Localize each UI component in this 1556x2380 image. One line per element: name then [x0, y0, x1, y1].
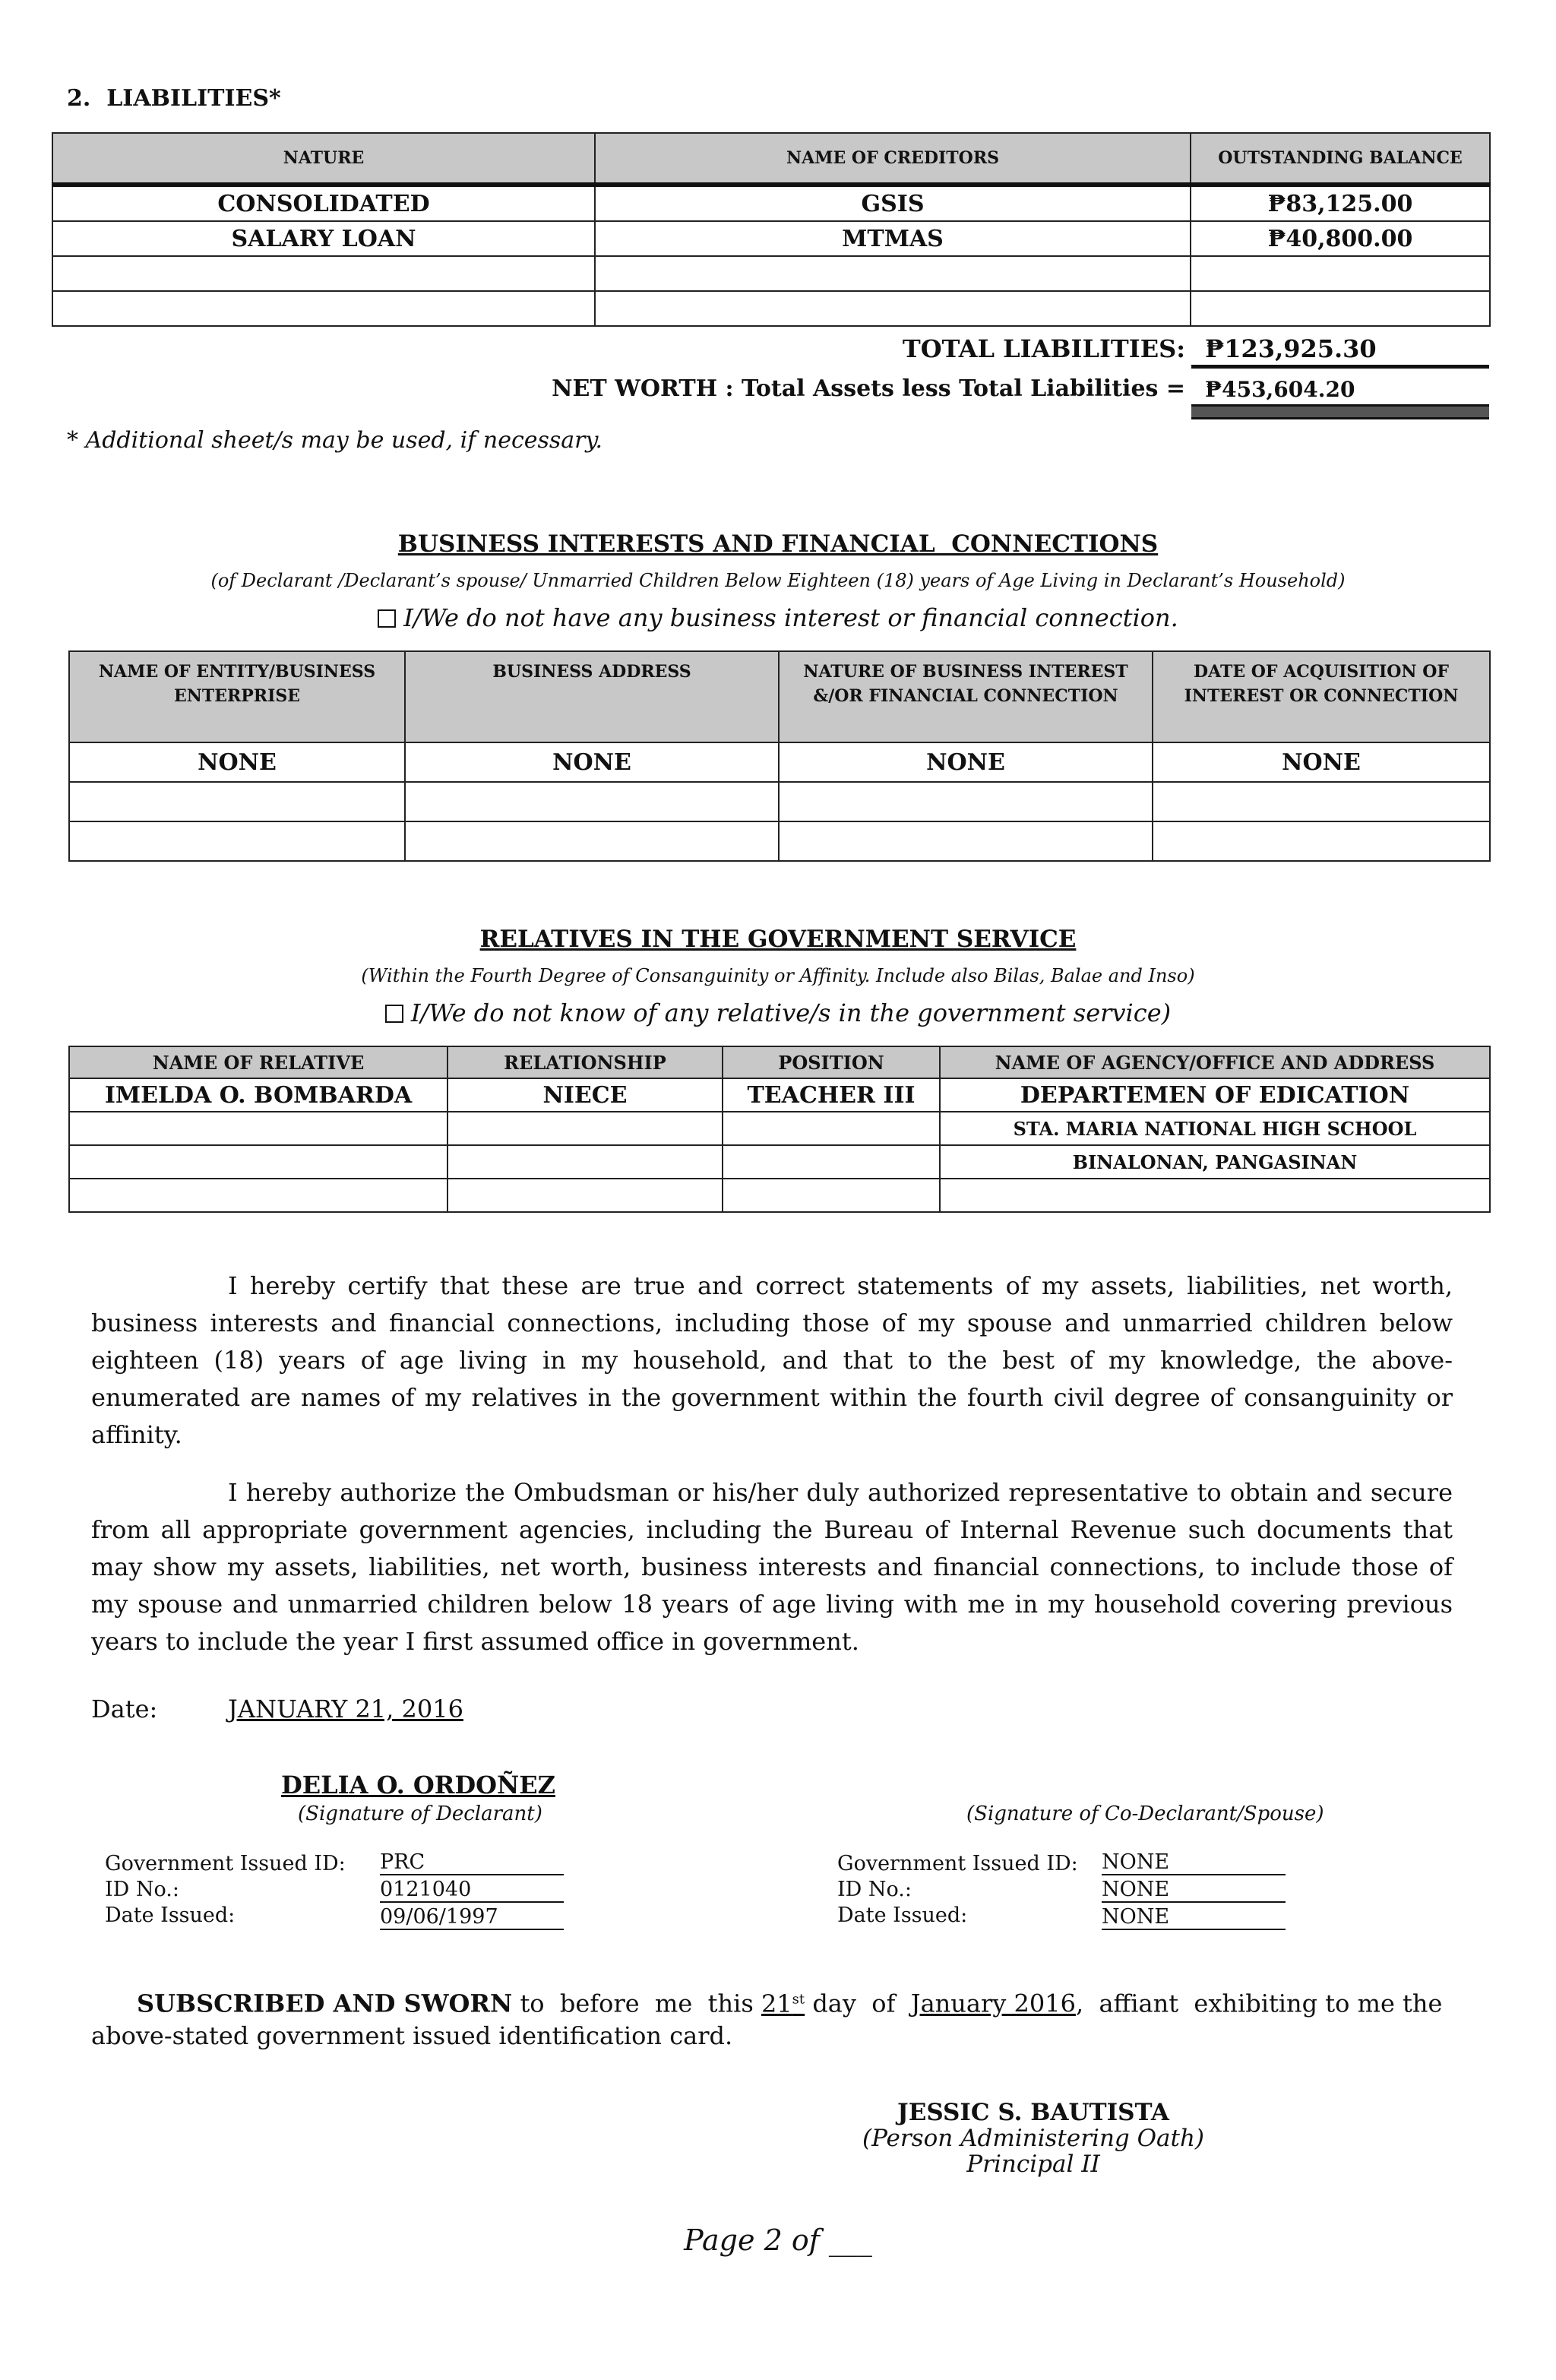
oath-bold-text: SUBSCRIBED AND SWORN: [137, 1989, 513, 2018]
id-value: NONE: [1102, 1906, 1286, 1930]
oath-day-suffix: st: [792, 1991, 805, 2007]
table-cell: [69, 1179, 448, 1212]
administrator-position: Principal II: [966, 2151, 1100, 2178]
id-label: Date Issued:: [837, 1904, 968, 1927]
date-value: JANUARY 21, 2016: [228, 1695, 463, 1723]
relatives-none-checkbox-row: [0, 999, 1556, 1027]
relatives-none-checkbox[interactable]: [385, 1005, 403, 1023]
table-row: [69, 821, 1490, 861]
declarant-id-values: [380, 1851, 564, 1930]
table-cell: IMELDA O. BOMBARDA: [69, 1078, 448, 1112]
table-cell: NONE: [1153, 742, 1490, 782]
oath-text: to before me this: [512, 1989, 761, 2018]
table-cell: [52, 256, 595, 291]
business-none-checkbox[interactable]: [378, 609, 396, 628]
table-row: [69, 1078, 1490, 1112]
table-cell: [448, 1179, 723, 1212]
table-cell: [779, 782, 1153, 821]
table-row: [69, 782, 1490, 821]
table-cell: GSIS: [595, 185, 1191, 221]
oath-text: day of: [805, 1989, 911, 2018]
id-label: Date Issued:: [105, 1904, 236, 1927]
table-row: [69, 742, 1490, 782]
co-declarant-signature-caption: (Signature of Co-Declarant/Spouse): [966, 1802, 1324, 1825]
table-cell: [723, 1145, 940, 1179]
oath-month: January 2016: [910, 1989, 1076, 2018]
id-value: 09/06/1997: [380, 1906, 564, 1930]
column-header: OUTSTANDING BALANCE: [1191, 133, 1490, 185]
table-row: [52, 221, 1490, 256]
total-liabilities-value: ₱123,925.30: [1205, 334, 1377, 363]
table-cell: [69, 782, 405, 821]
net-worth-label: NET WORTH : Total Assets less Total Liabilities =: [552, 375, 1185, 402]
relatives-section-title: RELATIVES IN THE GOVERNMENT SERVICE: [479, 926, 1077, 953]
table-header-row: [52, 133, 1490, 185]
table-cell: ₱83,125.00: [1191, 185, 1490, 221]
total-underline: [1191, 365, 1489, 369]
administrator-role: (Person Administering Oath): [862, 2125, 1205, 2152]
table-cell: STA. MARIA NATIONAL HIGH SCHOOL: [940, 1112, 1490, 1145]
date-label: Date:: [91, 1695, 158, 1723]
table-cell: MTMAS: [595, 221, 1191, 256]
table-cell: [69, 821, 405, 861]
table-cell: [69, 1112, 448, 1145]
id-label: ID No.:: [837, 1878, 912, 1901]
table-cell: [405, 821, 779, 861]
business-none-checkbox-row: [0, 603, 1556, 632]
column-header: NATURE: [52, 133, 595, 185]
column-header: NAME OF AGENCY/OFFICE AND ADDRESS: [940, 1046, 1490, 1078]
column-header: BUSINESS ADDRESS: [405, 651, 779, 742]
total-liabilities-label: TOTAL LIABILITIES:: [902, 334, 1185, 363]
business-table: [68, 650, 1491, 862]
table-row: [52, 291, 1490, 326]
table-cell: [1191, 256, 1490, 291]
oath-text: , affiant exhibiting to me the above-stated government issued identification card.: [91, 1989, 1450, 2050]
table-cell: NONE: [69, 742, 405, 782]
table-cell: [595, 256, 1191, 291]
table-cell: [52, 291, 595, 326]
table-cell: [405, 782, 779, 821]
table-row: [52, 185, 1490, 221]
table-cell: [448, 1145, 723, 1179]
relatives-table: [68, 1046, 1491, 1213]
table-cell: CONSOLIDATED: [52, 185, 595, 221]
id-value: 0121040: [380, 1878, 564, 1903]
column-header: NAME OF ENTITY/BUSINESS ENTERPRISE: [69, 651, 405, 742]
checkbox-label: I/We do not have any business interest or financial connection.: [403, 603, 1178, 632]
oath-statement: [91, 1983, 1497, 2052]
net-worth-double-underline: [1191, 404, 1489, 419]
declarant-signature-caption: (Signature of Declarant): [298, 1802, 542, 1825]
table-cell: SALARY LOAN: [52, 221, 595, 256]
business-section-subtitle: (of Declarant /Declarant’s spouse/ Unmarried Children Below Eighteen (18) years of Age Living in Declarant’s Household): [210, 570, 1346, 591]
table-cell: NONE: [405, 742, 779, 782]
table-cell: BINALONAN, PANGASINAN: [940, 1145, 1490, 1179]
table-cell: NIECE: [448, 1078, 723, 1112]
table-header-row: [69, 1046, 1490, 1078]
co-declarant-id-labels: [837, 1851, 1078, 1929]
oath-day: [761, 1989, 805, 2018]
table-cell: TEACHER III: [723, 1078, 940, 1112]
net-worth-value: ₱453,604.20: [1205, 377, 1355, 402]
table-cell: [940, 1179, 1490, 1212]
column-header: DATE OF ACQUISITION OF INTEREST OR CONNECTION: [1153, 651, 1490, 742]
table-row: [69, 1145, 1490, 1179]
table-cell: [448, 1112, 723, 1145]
table-cell: NONE: [779, 742, 1153, 782]
table-header-row: [69, 651, 1490, 742]
id-value: NONE: [1102, 1851, 1286, 1875]
liabilities-footnote: * Additional sheet/s may be used, if necessary.: [67, 427, 603, 454]
checkbox-label: I/We do not know of any relative/s in the government service): [410, 999, 1172, 1027]
column-header: NAME OF CREDITORS: [595, 133, 1191, 185]
column-header: NATURE OF BUSINESS INTEREST &/OR FINANCIAL CONNECTION: [779, 651, 1153, 742]
table-cell: [723, 1179, 940, 1212]
table-row: [69, 1112, 1490, 1145]
column-header: NAME OF RELATIVE: [69, 1046, 448, 1078]
liabilities-heading: 2. LIABILITIES*: [67, 85, 281, 112]
table-row: [69, 1179, 1490, 1212]
certification-paragraph: I hereby certify that these are true and correct statements of my assets, liabilities, net worth, business interests and financial connections, including those of my spouse and unmarried children below eighteen (18) years of age living in my household, and that to the best of my knowledge, the above-enumerated are names of my relatives in the government within the fourth civil degree of consanguinity or affinity.: [91, 1271, 1453, 1449]
co-declarant-id-values: [1102, 1851, 1286, 1930]
table-cell: [69, 1145, 448, 1179]
table-cell: [723, 1112, 940, 1145]
table-cell: [595, 291, 1191, 326]
page-number: Page 2 of ___: [684, 2223, 872, 2257]
table-cell: [1153, 821, 1490, 861]
table-cell: DEPARTEMEN OF EDICATION: [940, 1078, 1490, 1112]
id-label: ID No.:: [105, 1878, 179, 1901]
table-cell: [779, 821, 1153, 861]
declarant-name: DELIA O. ORDOÑEZ: [281, 1771, 555, 1799]
id-label: Government Issued ID:: [837, 1852, 1078, 1875]
id-value: NONE: [1102, 1878, 1286, 1903]
column-header: RELATIONSHIP: [448, 1046, 723, 1078]
oath-day-number: 21: [761, 1989, 792, 2018]
administrator-name: JESSIC S. BAUTISTA: [897, 2099, 1169, 2126]
authorization-paragraph: I hereby authorize the Ombudsman or his/her duly authorized representative to obtain and secure from all appropriate government agencies, including the Bureau of Internal Revenue such documents that may show my assets, liabilities, net worth, business interests and financial connections, to include those of my spouse and unmarried children below 18 years of age living with me in my household covering previous years to include the year I first assumed office in government.: [91, 1478, 1453, 1656]
liabilities-table: [52, 132, 1491, 327]
business-section-title: BUSINESS INTERESTS AND FINANCIAL CONNECTIONS: [397, 530, 1159, 558]
id-value: PRC: [380, 1851, 564, 1875]
table-row: [52, 256, 1490, 291]
declarant-id-labels: [105, 1851, 346, 1929]
relatives-section-subtitle: (Within the Fourth Degree of Consanguinity or Affinity. Include also Bilas, Balae and Inso): [361, 965, 1195, 986]
table-cell: [1191, 291, 1490, 326]
table-cell: [1153, 782, 1490, 821]
column-header: POSITION: [723, 1046, 940, 1078]
table-cell: ₱40,800.00: [1191, 221, 1490, 256]
id-label: Government Issued ID:: [105, 1852, 346, 1875]
